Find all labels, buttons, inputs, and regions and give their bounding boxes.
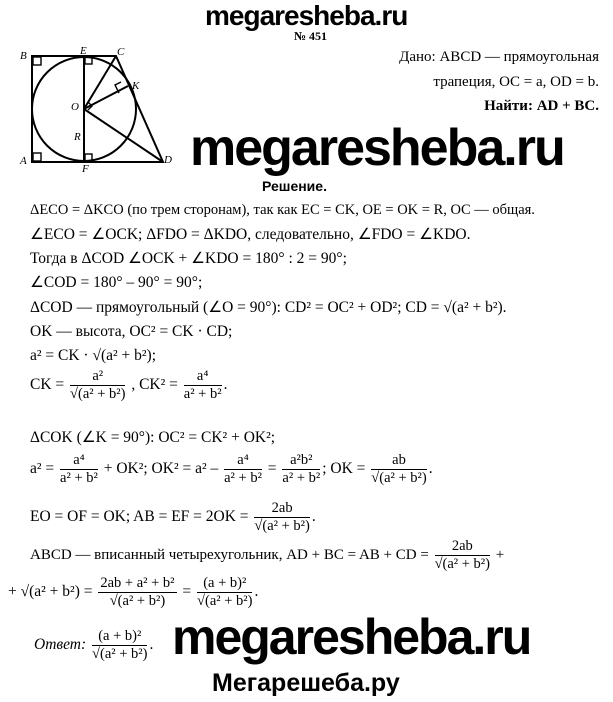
numerator: a²b² bbox=[282, 452, 320, 470]
solution-line-2: ∠ECO = ∠OCK; ΔFDO = ΔKDO, следовательно, ∠FDO = ∠KDO. bbox=[30, 226, 471, 243]
fraction-result bbox=[197, 575, 252, 610]
line-5-text: ΔCOD — прямоугольный (∠O = 90°): CD² = OC² + OD²; CD = bbox=[30, 299, 444, 316]
label-B: B bbox=[20, 50, 27, 62]
watermark-footer: Мегарешеба.ру bbox=[212, 669, 400, 697]
solution-line-12 bbox=[30, 538, 504, 573]
numerator: 2ab + a² + b² bbox=[100, 575, 175, 591]
trapezoid-figure bbox=[18, 46, 188, 176]
solution-line-7: a² = CK · √(a² + b²); bbox=[30, 347, 157, 364]
solution-line-1: ΔECO = ΔKCO (по трем сторонам), так как EC = CK, OE = OK = R, OC — общая. bbox=[30, 202, 535, 218]
denominator: √(a² + b²) bbox=[197, 593, 253, 609]
line-11-text: EO = OF = OK; AB = EF = 2OK = bbox=[30, 508, 249, 526]
numerator: (a + b)² bbox=[92, 628, 147, 646]
denominator: a² + b² bbox=[60, 470, 98, 486]
solution-line-4: ∠COD = 180° – 90° = 90°; bbox=[30, 274, 203, 291]
fraction-ab-2 bbox=[435, 538, 490, 573]
fraction-ok bbox=[371, 452, 426, 487]
problem-number: № 451 bbox=[294, 29, 328, 43]
solution-line-5: ΔCOD — прямоугольный (∠O = 90°): CD² = OC² + OD²; CD = √(a² + b²). bbox=[30, 299, 507, 316]
fraction-ck2 bbox=[184, 368, 222, 403]
solution-line-8: CK = $\frac{\text{a²}}{\text{√(a² + b²)}}$ , CK² = $\frac{\text{a⁴}}{\text{a² + b²}}$ . bbox=[30, 368, 228, 402]
label-D: D bbox=[164, 154, 172, 166]
numerator: a⁴ bbox=[60, 452, 98, 470]
label-R: R bbox=[74, 131, 81, 143]
trapezoid bbox=[32, 56, 163, 162]
numerator: 2ab bbox=[435, 538, 490, 556]
denominator: √(a² + b²) bbox=[70, 386, 126, 402]
line-10-text-d: ; OK = bbox=[322, 460, 366, 478]
denominator: a² + b² bbox=[183, 386, 222, 402]
denominator: √(a² + b²) bbox=[109, 593, 166, 609]
line-13-text-b: = bbox=[182, 583, 192, 601]
fraction-3 bbox=[282, 452, 320, 487]
fraction-1 bbox=[60, 452, 98, 487]
numerator: a² bbox=[70, 368, 125, 386]
answer-label: Ответ: bbox=[34, 636, 87, 654]
solution-line-3: Тогда в ΔCOD ∠OCK + ∠KDO = 180° : 2 = 90°; bbox=[30, 250, 347, 267]
solution-line-10: a² = $\frac{\text{a⁴}}{\text{a² + b²}}$ + OK²; OK² = a² – $\frac{\text{a⁴}}{\text{a² + b²}}$ = $\frac{\text{a²b²}}{\text{a² + b²}}$ ; OK = $\frac{ab}{\text{√(a² + b²)}}$ . bbox=[30, 452, 433, 486]
denominator: √(a² + b²) bbox=[92, 646, 148, 662]
fraction-sum bbox=[98, 575, 176, 610]
label-O: O bbox=[71, 101, 79, 113]
watermark-bottom-large: megaresheba.ru bbox=[172, 609, 531, 665]
line-10-text-a: a² = bbox=[30, 460, 59, 478]
line-12-text: ABCD — вписанный четырехугольник, AD + BC = AB + CD = bbox=[30, 546, 429, 563]
fraction-ab bbox=[254, 500, 309, 535]
fraction-ck bbox=[70, 368, 125, 403]
denominator: a² + b² bbox=[282, 470, 321, 486]
solution-line-13: + √(a² + b²) = $\frac{\text{2ab + a² + b²}}{\text{√(a² + b²)}}$ = $\frac{\text{(a + b)²}}{\text{√(a² + b²)}}$ . bbox=[8, 575, 259, 609]
numerator: a⁴ bbox=[184, 368, 222, 386]
solution-heading: Решение. bbox=[262, 178, 327, 194]
label-A: A bbox=[20, 155, 27, 167]
solution-line-9: ΔCOK (∠K = 90°): OC² = CK² + OK²; bbox=[30, 429, 276, 446]
answer-line: Ответ: $\frac{\text{(a + b)²}}{\text{√(a² + b²)}}$ . bbox=[34, 628, 154, 662]
line-8-text-a: CK = bbox=[30, 376, 69, 394]
fraction-2 bbox=[224, 452, 262, 487]
numerator: ab bbox=[371, 452, 426, 470]
line-13-text-a: + √(a² + b²) = bbox=[8, 583, 93, 601]
denominator: √(a² + b²) bbox=[254, 518, 310, 534]
line-10-text-b: + OK²; OK² = a² – bbox=[103, 460, 219, 478]
fraction-answer bbox=[92, 628, 147, 663]
denominator: √(a² + b²) bbox=[371, 470, 427, 486]
find-line: Найти: AD + BC. bbox=[484, 98, 599, 114]
label-E: E bbox=[80, 46, 87, 57]
numerator: a⁴ bbox=[224, 452, 262, 470]
given-line-2: трапеция, OC = a, OD = b. bbox=[433, 74, 599, 90]
line-8-text-b: , CK² = bbox=[131, 376, 182, 394]
label-K: K bbox=[132, 80, 140, 92]
line-10-text-c: = bbox=[267, 460, 277, 478]
line-5-root: √(a² + b²) bbox=[443, 299, 503, 316]
label-C: C bbox=[117, 46, 125, 58]
solution-line-6: OK — высота, OC² = CK · CD; bbox=[30, 323, 233, 340]
numerator: (a + b)² bbox=[197, 575, 252, 593]
line-12-plus: + bbox=[495, 546, 505, 563]
denominator: a² + b² bbox=[224, 470, 262, 486]
numerator: 2ab bbox=[254, 500, 309, 518]
label-F: F bbox=[82, 163, 89, 175]
denominator: √(a² + b²) bbox=[434, 556, 490, 572]
given-line-1: Дано: ABCD — прямоугольная bbox=[399, 49, 599, 65]
solution-line-11: EO = OF = OK; AB = EF = 2OK = $\frac{2ab}{\text{√(a² + b²)}}$ . bbox=[30, 500, 316, 534]
watermark-middle: megaresheba.ru bbox=[190, 119, 564, 177]
watermark-top: megaresheba.ru bbox=[205, 0, 408, 31]
